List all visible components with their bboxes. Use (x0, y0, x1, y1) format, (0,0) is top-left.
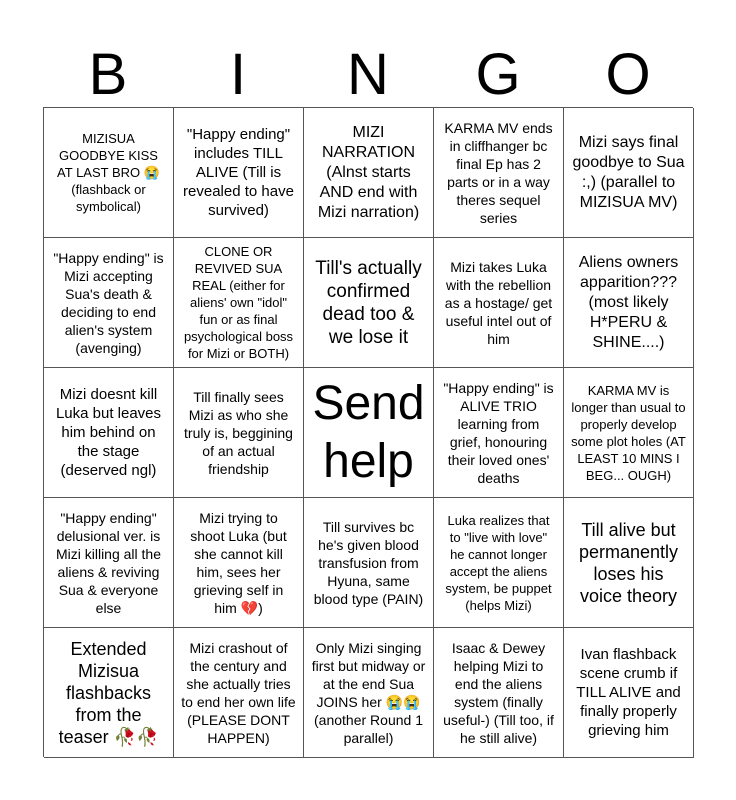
bingo-cell-r2c3[interactable] (304, 238, 434, 368)
bingo-header (43, 40, 693, 110)
cell-text: MIZI NARRATION (Alnst starts AND end with Mizi narration) (317, 123, 420, 221)
bingo-cell-r4c3[interactable] (304, 498, 434, 628)
cell-text: Till finally sees Mizi as who she truly is, beggining of an actual friendship (184, 388, 293, 477)
bingo-cell-r2c2[interactable] (174, 238, 304, 368)
bingo-cell-r5c5[interactable] (564, 628, 694, 758)
bingo-cell-r1c5[interactable] (564, 108, 694, 238)
bingo-cell-r1c4[interactable] (434, 108, 564, 238)
header-letter-o: O (605, 42, 651, 107)
bingo-cell-r3c1[interactable] (44, 368, 174, 498)
header-letter-n: N (347, 42, 389, 107)
cell-text: "Happy ending" is Mizi accepting Sua's death & deciding to end alien's system (avenging) (53, 249, 164, 356)
cell-text: "Happy ending" delusional ver. is Mizi killing all the aliens & reviving Sua & everyone else (55, 509, 162, 616)
bingo-cell-r1c2[interactable] (174, 108, 304, 238)
cell-text: Mizi says final goodbye to Sua :,) (parallel to MIZISUA MV) (572, 133, 685, 211)
cell-text: Luka realizes that to "live with love" he cannot longer accept the aliens system, be puppet (helps Mizi) (445, 512, 552, 613)
cell-text: Mizi takes Luka with the rebellion as a hostage/ get useful intel out of him (444, 258, 553, 347)
bingo-cell-r2c1[interactable] (44, 238, 174, 368)
cell-text: Only Mizi singing first but midway or at the end Sua JOINS her 😭😭 (another Round 1 parallel) (311, 639, 426, 746)
free-space-text: Send help (312, 376, 425, 488)
cell-text: Mizi crashout of the century and she actually tries to end her own life (PLEASE DONT HAPPEN) (181, 639, 296, 746)
cell-text: Aliens owners apparition??? (most likely H*PERU & SHINE....) (578, 253, 679, 351)
cell-text: Extended Mizisua flashbacks from the teaser 🥀🥀 (58, 638, 159, 747)
bingo-cell-r3c4[interactable] (434, 368, 564, 498)
bingo-board (43, 107, 693, 757)
bingo-cell-r5c2[interactable] (174, 628, 304, 758)
bingo-cell-r5c1[interactable] (44, 628, 174, 758)
cell-text: CLONE OR REVIVED SUA REAL (either for aliens' own "idol" fun or as final psychological boss for Mizi or BOTH) (183, 244, 294, 361)
bingo-cell-free[interactable] (304, 368, 434, 498)
cell-text: "Happy ending" is ALIVE TRIO learning from grief, honouring their loved ones' deaths (443, 379, 554, 486)
cell-text: Mizi doesnt kill Luka but leaves him behind on the stage (deserved ngl) (55, 386, 162, 479)
cell-text: MIZISUA GOODBYE KISS AT LAST BRO 😭 (flashback or symbolical) (57, 131, 160, 214)
cell-text: "Happy ending" includes TILL ALIVE (Till is revealed to have survived) (183, 126, 294, 219)
header-letter-i: I (229, 42, 247, 107)
cell-text: KARMA MV ends in cliffhanger bc final Ep has 2 parts or in a way theres sequel series (444, 119, 553, 226)
cell-text: Ivan flashback scene crumb if TILL ALIVE and finally properly grieving him (576, 646, 681, 739)
bingo-cell-r5c3[interactable] (304, 628, 434, 758)
bingo-cell-r3c2[interactable] (174, 368, 304, 498)
bingo-cell-r4c4[interactable] (434, 498, 564, 628)
bingo-cell-r5c4[interactable] (434, 628, 564, 758)
bingo-cell-r1c3[interactable] (304, 108, 434, 238)
cell-text: Isaac & Dewey helping Mizi to end the aliens system (finally useful-) (Till too, if he still alive) (443, 639, 554, 746)
bingo-cell-r3c5[interactable] (564, 368, 694, 498)
cell-text: Mizi trying to shoot Luka (but she cannot kill him, sees her grieving self in him 💔) (190, 509, 287, 616)
bingo-cell-r4c2[interactable] (174, 498, 304, 628)
bingo-cell-r2c4[interactable] (434, 238, 564, 368)
header-letter-b: B (88, 42, 128, 107)
bingo-cell-r4c5[interactable] (564, 498, 694, 628)
cell-text: Till's actually confirmed dead too & we lose it (315, 257, 422, 348)
bingo-cell-r1c1[interactable] (44, 108, 174, 238)
cell-text: KARMA MV is longer than usual to properly develop some plot holes (AT LEAST 10 MINS I BEG... OUGH) (571, 382, 686, 483)
bingo-cell-r4c1[interactable] (44, 498, 174, 628)
header-letter-g: G (475, 42, 521, 107)
bingo-cell-r2c5[interactable] (564, 238, 694, 368)
cell-text: Till survives bc he's given blood transfusion from Hyuna, same blood type (PAIN) (313, 518, 424, 607)
cell-text: Till alive but permanently loses his voice theory (578, 519, 679, 606)
